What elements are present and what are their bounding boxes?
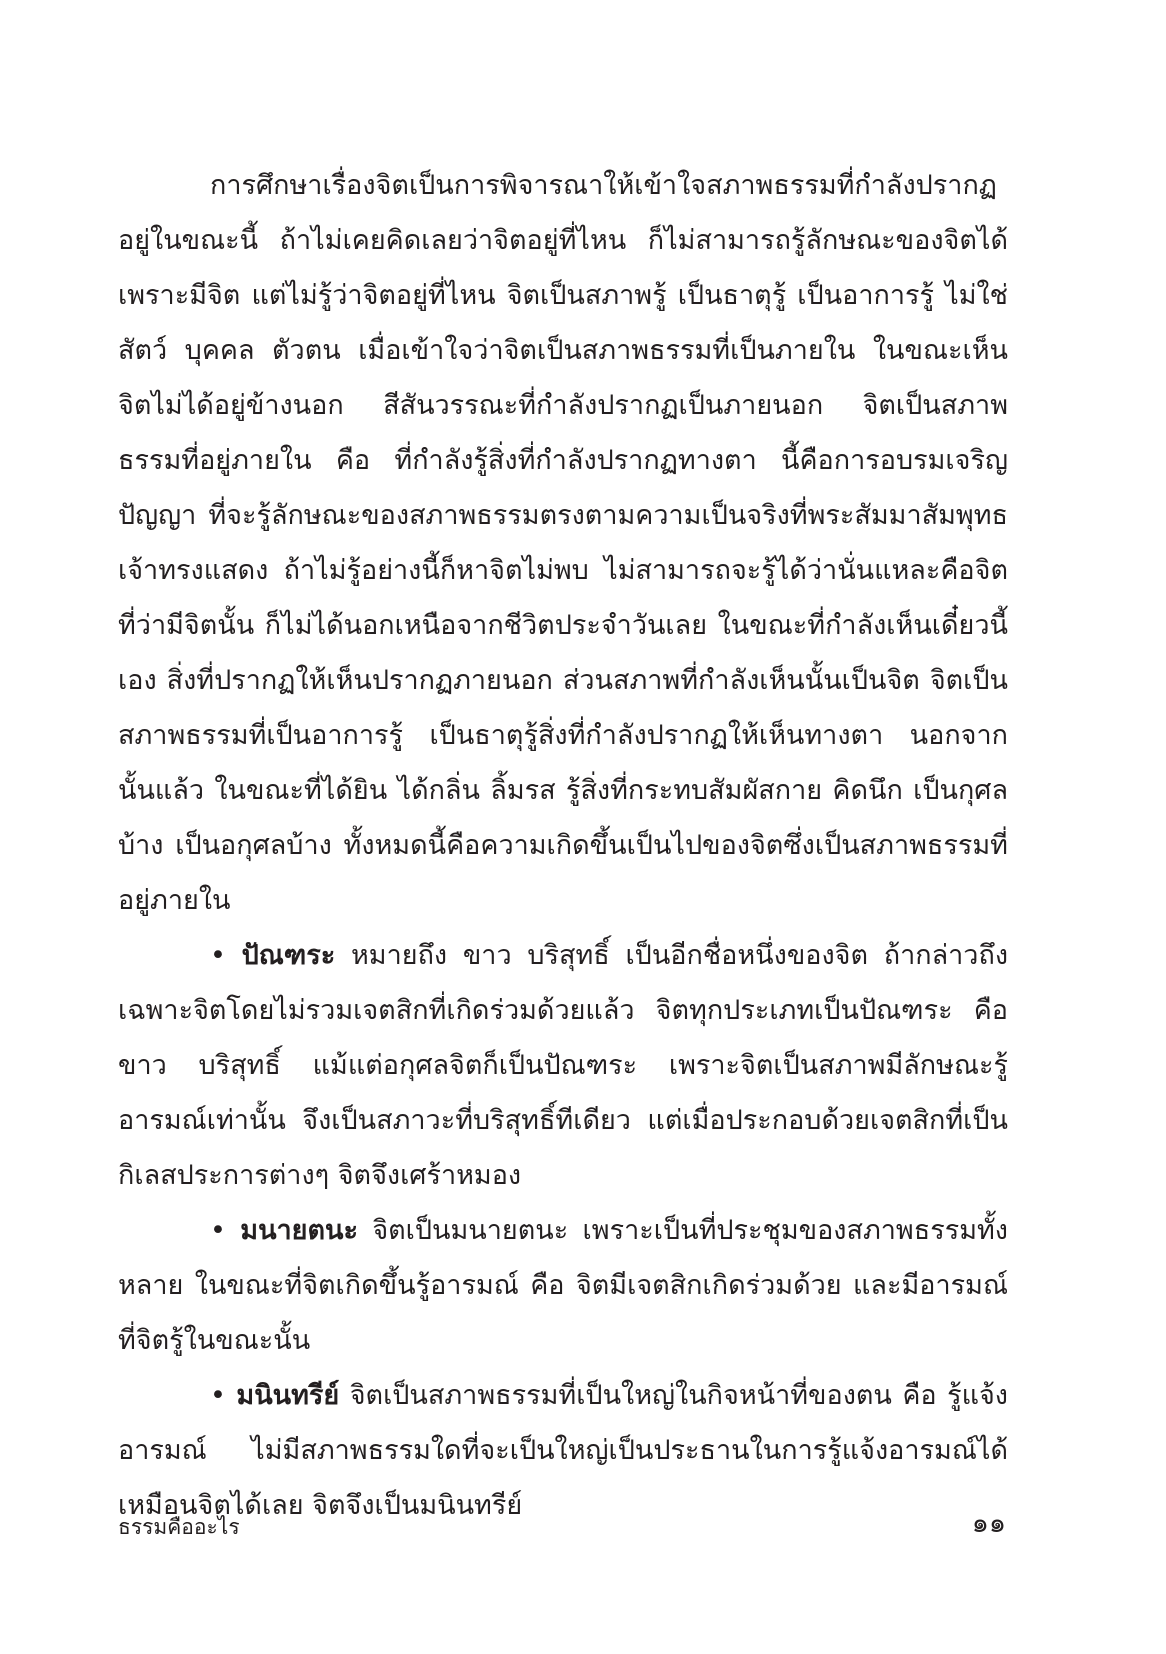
term-manayatana: มนายตนะ — [240, 1215, 358, 1246]
bullet-marker: • — [210, 1215, 226, 1246]
term-manindriya: มนินทรีย์ — [236, 1380, 340, 1411]
running-footer-title: ธรรมคืออะไร — [118, 1515, 240, 1539]
manayatana-paragraph — [118, 1203, 1008, 1368]
page-body — [118, 158, 1008, 1533]
pandara-paragraph — [118, 928, 1008, 1203]
page-number: ๑๑ — [971, 1508, 1006, 1539]
pandara-text: หมายถึง ขาว บริสุทธิ์ เป็นอีกชื่อหนึ่งของจิต ถ้ากล่าวถึงเฉพาะจิตโดยไม่รวมเจตสิกที่เกิดร่วมด้วยแล้ว จิตทุกประเภทเป็นปัณฑระ คือ ขาว บริสุทธิ์ แม้แต่อกุศลจิตก็เป็นปัณฑระ เพราะจิตเป็นสภาพมีลักษณะรู้อารมณ์เท่านั้น จึงเป็นสภาวะที่บริสุทธิ์ทีเดียว แต่เมื่อประกอบด้วยเจตสิกที่เป็นกิเลสประการต่างๆ จิตจึงเศร้าหมอง — [118, 940, 1009, 1191]
term-pandara: ปัณฑระ — [241, 940, 336, 971]
bullet-marker: • — [210, 940, 226, 971]
manayatana-text: จิตเป็นมนายตนะ เพราะเป็นที่ประชุมของสภาพธรรมทั้งหลาย ในขณะที่จิตเกิดขึ้นรู้อารมณ์ คือ จิตมีเจตสิกเกิดร่วมด้วย และมีอารมณ์ที่จิตรู้ในขณะนั้น — [118, 1215, 1008, 1356]
bullet-marker: • — [210, 1380, 226, 1411]
intro-paragraph: การศึกษาเรื่องจิตเป็นการพิจารณาให้เข้าใจสภาพธรรมที่กำลังปรากฏอยู่ในขณะนี้ ถ้าไม่เคยคิดเลยว่าจิตอยู่ที่ไหน ก็ไม่สามารถรู้ลักษณะของจิตได้ เพราะมีจิต แต่ไม่รู้ว่าจิตอยู่ที่ไหน จิตเป็นสภาพรู้ เป็นธาตุรู้ เป็นอาการรู้ ไม่ใช่สัตว์ บุคคล ตัวตน เมื่อเข้าใจว่าจิตเป็นสภาพธรรมที่เป็นภายใน ในขณะเห็น จิตไม่ได้อยู่ข้างนอก สีสันวรรณะที่กำลังปรากฏเป็นภายนอก จิตเป็นสภาพธรรมที่อยู่ภายใน คือ ที่กำลังรู้สิ่งที่กำลังปรากฏทางตา นี้คือการอบรมเจริญปัญญา ที่จะรู้ลักษณะของสภาพธรรมตรงตามความเป็นจริงที่พระสัมมาสัมพุทธเจ้าทรงแสดง ถ้าไม่รู้อย่างนี้ก็หาจิตไม่พบ ไม่สามารถจะรู้ได้ว่านั่นแหละคือจิต ที่ว่ามีจิตนั้น ก็ไม่ได้นอกเหนือจากชีวิตประจำวันเลย ในขณะที่กำลังเห็นเดี๋ยวนี้เอง สิ่งที่ปรากฏให้เห็นปรากฏภายนอก ส่วนสภาพที่กำลังเห็นนั้นเป็นจิต จิตเป็นสภาพธรรมที่เป็นอาการรู้ เป็นธาตุรู้สิ่งที่กำลังปรากฏให้เห็นทางตา นอกจากนั้นแล้ว ในขณะที่ได้ยิน ได้กลิ่น ลิ้มรส รู้สิ่งที่กระทบสัมผัสกาย คิดนึก เป็นกุศลบ้าง เป็นอกุศลบ้าง ทั้งหมดนี้คือความเกิดขึ้นเป็นไปของจิตซึ่งเป็นสภาพธรรมที่อยู่ภายใน — [118, 170, 1008, 916]
manindriya-text: จิตเป็นสภาพธรรมที่เป็นใหญ่ในกิจหน้าที่ของตน คือ รู้แจ้งอารมณ์ ไม่มีสภาพธรรมใดที่จะเป็นใหญ่เป็นประธานในการรู้แจ้งอารมณ์ได้เหมือนจิตได้เลย จิตจึงเป็นมนินทรีย์ — [118, 1380, 1008, 1521]
manindriya-paragraph — [118, 1368, 1008, 1533]
